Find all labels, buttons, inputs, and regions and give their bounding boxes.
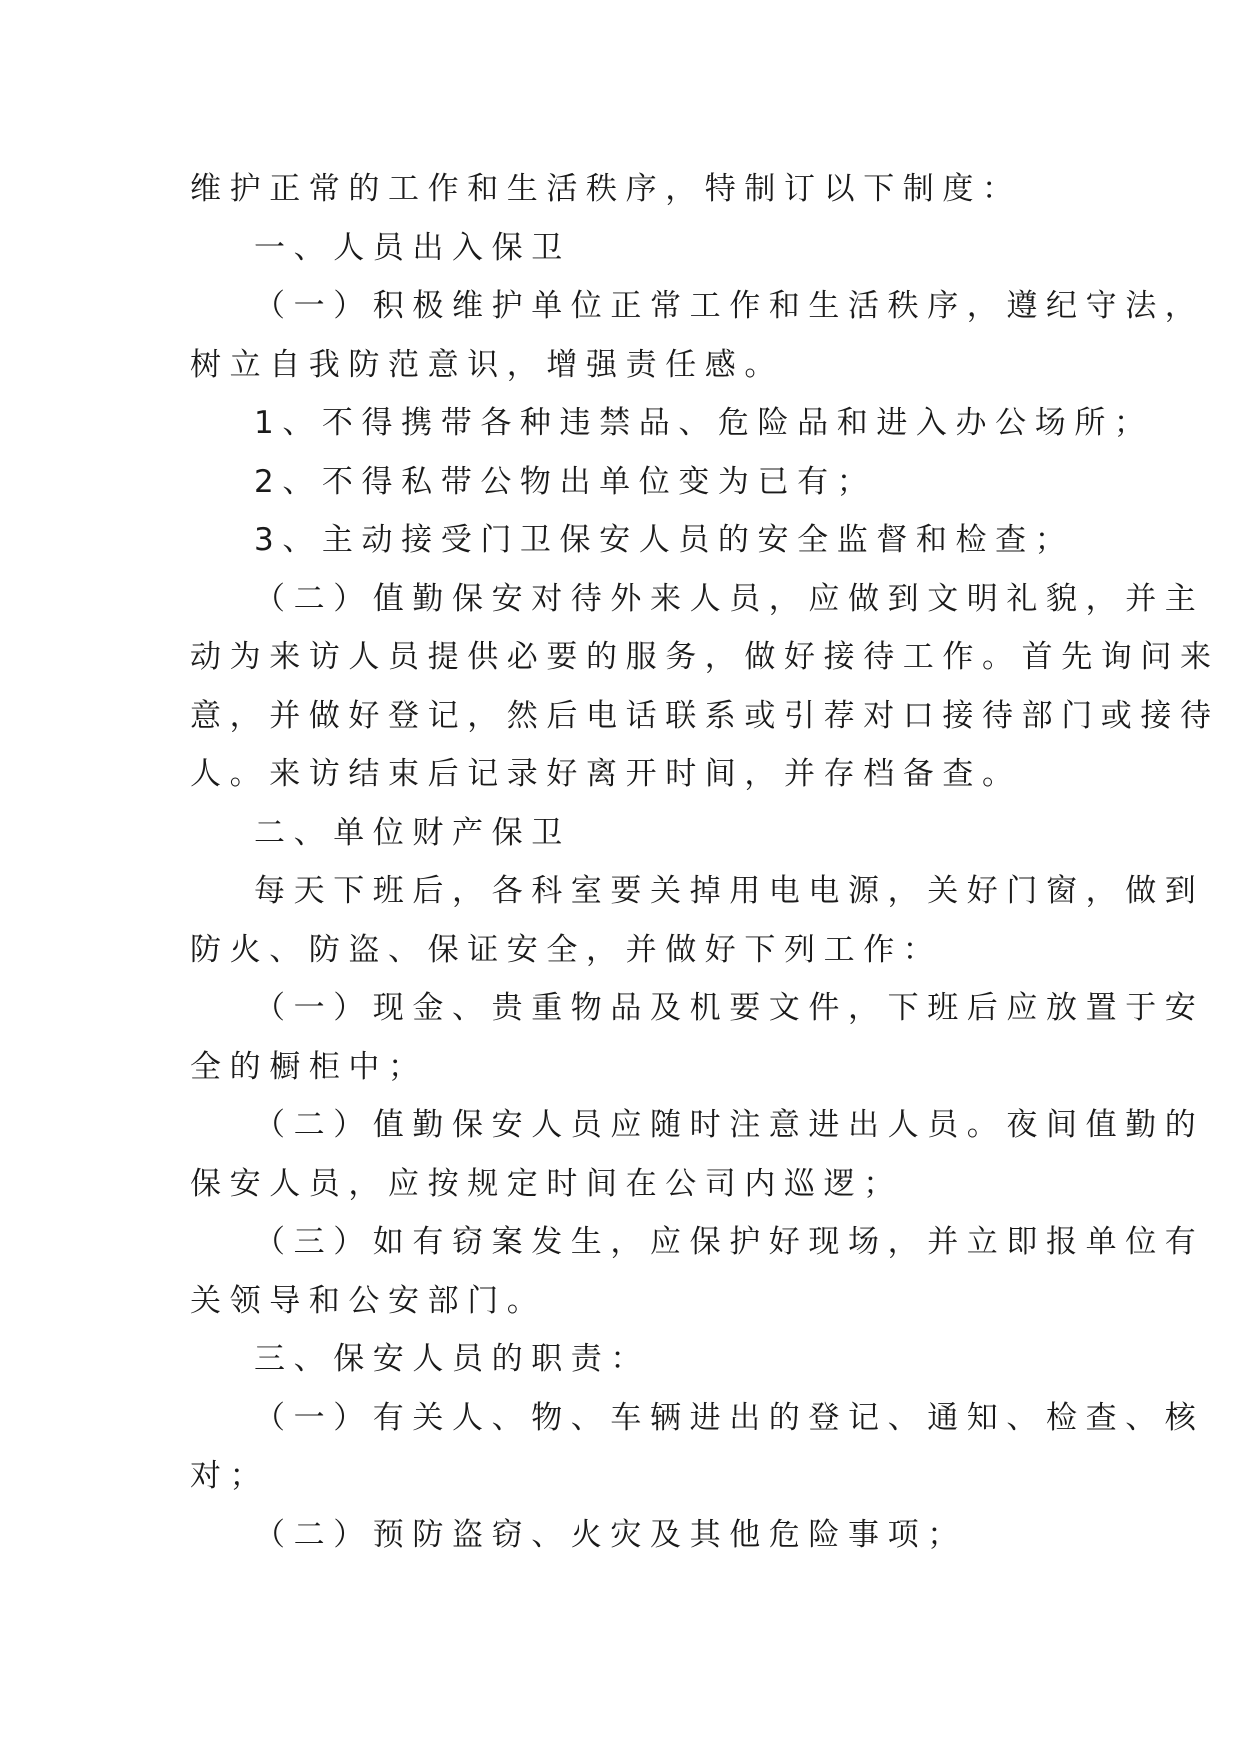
paragraph-line: （一）积极维护单位正常工作和生活秩序，遵纪守法， <box>254 288 1205 324</box>
list-item: 2、不得私带公物出单位变为已有； <box>254 463 877 500</box>
paragraph-line: 对； <box>190 1458 270 1494</box>
paragraph-line: （二）值勤保安对待外来人员，应做到文明礼貌，并主 <box>254 580 1205 617</box>
section-heading: 一、人员出入保卫 <box>254 229 571 266</box>
paragraph-line: 树立自我防范意识，增强责任感。 <box>190 346 784 383</box>
paragraph-line: （一）现金、贵重物品及机要文件，下班后应放置于安 <box>254 990 1205 1026</box>
paragraph-line: （一）有关人、物、车辆进出的登记、通知、检查、核 <box>254 1399 1205 1436</box>
paragraph-line: 意，并做好登记，然后电话联系或引荐对口接待部门或接待 <box>190 697 1220 734</box>
list-item: 3、主动接受门卫保安人员的安全监督和检查； <box>254 522 1075 558</box>
paragraph-line: （二）预防盗窃、火灾及其他危险事项； <box>254 1516 967 1553</box>
paragraph-line: 保安人员，应按规定时间在公司内巡逻； <box>190 1165 903 1202</box>
paragraph-line: 每天下班后，各科室要关掉用电电源，关好门窗，做到 <box>254 873 1205 909</box>
document-body <box>190 160 1220 1564</box>
paragraph-line: 动为来访人员提供必要的服务，做好接待工作。首先询问来 <box>190 639 1220 675</box>
paragraph-line: 全的橱柜中； <box>190 1048 428 1085</box>
paragraph-line: 防火、防盗、保证安全，并做好下列工作： <box>190 931 943 968</box>
section-heading: 二、单位财产保卫 <box>254 814 571 851</box>
paragraph-line: （三）如有窃案发生，应保护好现场，并立即报单位有 <box>254 1224 1205 1260</box>
text-line: 维护正常的工作和生活秩序，特制订以下制度： <box>190 171 1022 207</box>
paragraph-line: 人。来访结束后记录好离开时间，并存档备查。 <box>190 756 1022 792</box>
section-heading: 三、保安人员的职责： <box>254 1341 650 1377</box>
list-item: 1、不得携带各种违禁品、危险品和进入办公场所； <box>254 405 1154 441</box>
paragraph-line: （二）值勤保安人员应随时注意进出人员。夜间值勤的 <box>254 1107 1205 1143</box>
paragraph-line: 关领导和公安部门。 <box>190 1282 547 1319</box>
